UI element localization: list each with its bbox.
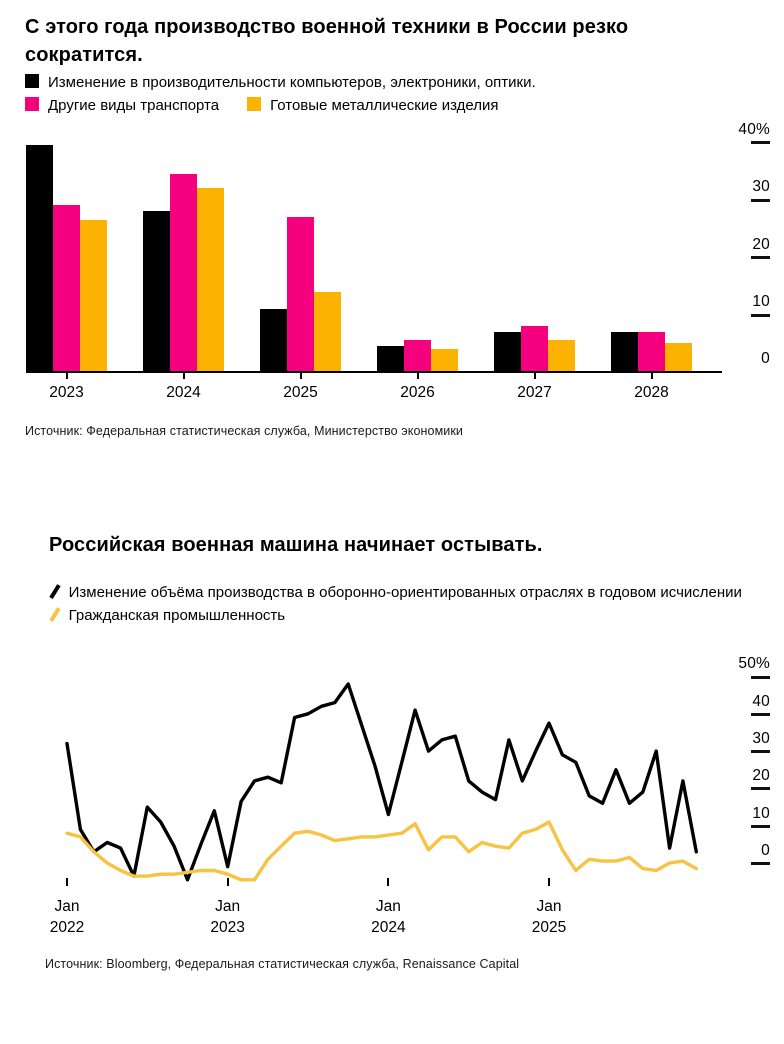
defense-industry-line (67, 684, 696, 880)
x-tick-month: Jan (215, 898, 241, 915)
tick-mark (534, 373, 536, 379)
tick-mark (387, 878, 389, 886)
tick-mark (227, 878, 229, 886)
y-tick (751, 767, 770, 790)
bar (638, 332, 665, 372)
tick-mark (751, 199, 770, 202)
bar-plot-area (0, 120, 784, 401)
y-tick (751, 293, 770, 316)
x-tick-2024 (143, 373, 224, 402)
line-chart-source: Источник: Bloomberg, Федеральная статистическая служба, Renaissance Capital (45, 957, 520, 971)
x-tick-label: 2026 (400, 384, 435, 401)
x-tick-year: 2022 (49, 918, 85, 936)
bar-y-axis (718, 120, 770, 372)
bar-chart-source: Источник: Федеральная статистическая служба, Министерство экономики (25, 424, 464, 438)
legend-label: Готовые металлические изделия (270, 97, 499, 115)
y-tick (751, 236, 770, 259)
legend-item-transport (25, 94, 219, 117)
legend-item-metal (247, 94, 498, 117)
y-tick (751, 805, 770, 828)
bar (611, 332, 638, 372)
bar-group-2023 (26, 145, 107, 372)
tick-mark (751, 825, 770, 828)
x-tick-label: 2023 (49, 384, 84, 401)
pink-square-swatch-icon (25, 97, 39, 111)
legend-item-computers (25, 71, 536, 94)
x-tick-year: 2025 (531, 918, 567, 936)
tick-mark (66, 373, 68, 379)
y-tick-label: 0 (761, 349, 770, 367)
bar (431, 349, 458, 372)
y-tick (738, 121, 770, 144)
tick-mark (751, 314, 770, 317)
x-tick-2025 (260, 373, 341, 402)
bar (143, 211, 170, 372)
y-tick-label: 10 (752, 293, 770, 311)
x-tick-label: 2027 (517, 384, 552, 401)
x-tick-2026 (377, 373, 458, 402)
tick-mark (66, 878, 68, 886)
bar-chart-title: С этого года производство военной техники в России резко сократится. (25, 16, 629, 66)
x-tick-2023 (26, 373, 107, 402)
x-tick-label-2025 (504, 897, 594, 939)
y-tick-label: 30 (752, 730, 770, 748)
civilian-industry-line (67, 822, 696, 880)
yellow-line-swatch-icon (49, 607, 60, 622)
line-chart-legend (49, 581, 761, 628)
tick-mark (751, 713, 770, 716)
y-tick-label: 10 (752, 804, 770, 822)
tick-mark (751, 787, 770, 790)
y-tick (761, 350, 770, 370)
tick-mark (751, 141, 770, 144)
legend-item-defense (49, 581, 761, 604)
tick-mark (417, 373, 419, 379)
y-tick (751, 842, 770, 865)
tick-mark (183, 373, 185, 379)
bar-group-2028 (611, 332, 692, 372)
black-line-swatch-icon (49, 584, 60, 599)
bar-group-2024 (143, 174, 224, 372)
bar (197, 188, 224, 372)
bar-group-2026 (377, 340, 458, 372)
yellow-square-swatch-icon (247, 97, 261, 111)
x-tick-label-2023 (183, 897, 273, 939)
bar (404, 340, 431, 372)
x-tick-month: Jan (536, 898, 562, 915)
line-y-axis (718, 650, 770, 890)
bar (260, 309, 287, 372)
line-chart-canvas (0, 650, 784, 890)
tick-mark (548, 878, 550, 886)
tick-mark (651, 373, 653, 379)
x-tick-month: Jan (375, 898, 401, 915)
y-tick (751, 178, 770, 201)
y-tick-label: 20 (752, 235, 770, 253)
bar (665, 343, 692, 372)
y-tick (751, 693, 770, 716)
bar-x-axis (26, 373, 692, 402)
tick-mark (751, 256, 770, 259)
legend-row (25, 94, 755, 117)
legend-row (25, 71, 755, 94)
x-tick-month: Jan (54, 898, 80, 915)
y-tick-label: 30 (752, 178, 770, 196)
tick-mark (300, 373, 302, 379)
bar-chart-legend (25, 71, 755, 118)
black-square-swatch-icon (25, 74, 39, 88)
bar (80, 220, 107, 372)
x-tick-label: 2024 (166, 384, 201, 401)
bar (287, 217, 314, 372)
bar (548, 340, 575, 372)
line-plot-area (0, 650, 784, 936)
legend-label: Другие виды транспорта (48, 97, 220, 115)
tick-mark (751, 676, 770, 679)
bar (314, 292, 341, 373)
y-tick-label: 20 (752, 767, 770, 785)
legend-label: Изменение в производительности компьютеров, электроники, оптики. (48, 74, 536, 91)
bar (53, 205, 80, 372)
x-tick-label: 2025 (283, 384, 318, 401)
x-tick-year: 2024 (371, 918, 406, 936)
tick-mark (751, 862, 770, 865)
y-tick-label: 40% (738, 120, 770, 138)
bar-group-2027 (494, 326, 575, 372)
x-tick-year: 2023 (210, 918, 245, 936)
x-tick-label-2022 (22, 897, 112, 939)
bar-groups (26, 120, 692, 372)
line-chart-section (0, 465, 784, 1044)
legend-label: Гражданская промышленность (68, 607, 286, 625)
x-tick-label-2024 (343, 897, 433, 939)
bar (377, 346, 404, 372)
y-tick-label: 50% (738, 655, 770, 673)
bar-chart-section (0, 0, 784, 465)
x-tick-label: 2028 (634, 384, 669, 401)
bar (26, 145, 53, 372)
legend-item-civilian (49, 604, 761, 627)
tick-mark (751, 750, 770, 753)
x-tick-2027 (494, 373, 575, 402)
line-chart-title: Российская военная машина начинает остывать. (49, 534, 543, 556)
y-tick-label: 40 (752, 692, 770, 710)
y-tick (738, 655, 770, 678)
x-tick-2028 (611, 373, 692, 402)
bar-group-2025 (260, 217, 341, 372)
bar (494, 332, 521, 372)
y-tick-label: 0 (761, 841, 770, 859)
bar (521, 326, 548, 372)
legend-label: Изменение объёма производства в оборонно-ориентированных отраслях в годовом исчислении (68, 584, 742, 601)
bar (170, 174, 197, 372)
y-tick (751, 730, 770, 753)
